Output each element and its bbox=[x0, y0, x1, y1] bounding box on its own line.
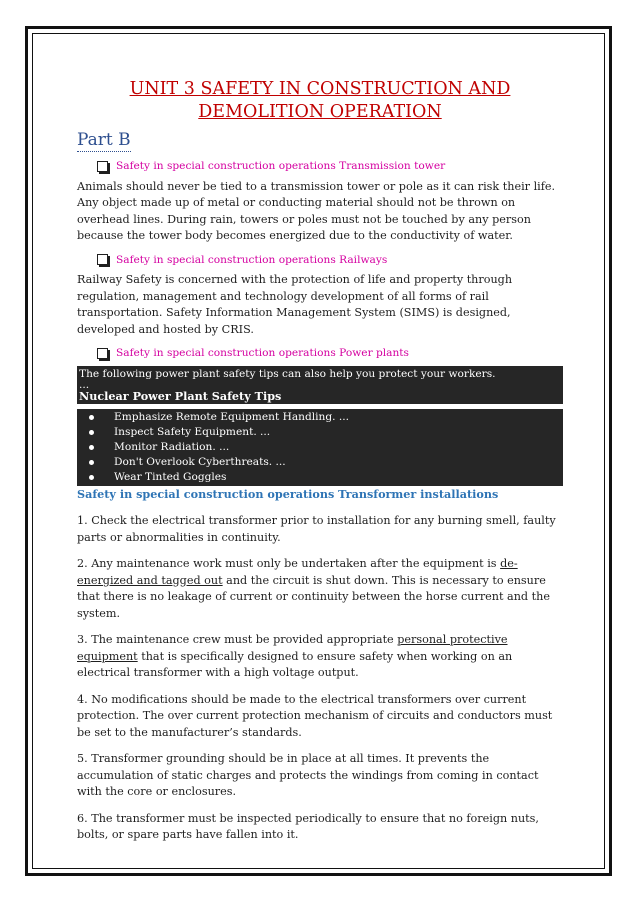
section-heading-text: Safety in special construction operations Power plants bbox=[116, 347, 409, 359]
list-item: Inspect Safety Equipment. ... bbox=[77, 425, 563, 440]
checkbox-bullet-icon bbox=[97, 254, 108, 265]
checkbox-bullet-icon bbox=[97, 161, 108, 172]
transformer-point-1: 1. Check the electrical transformer prior to installation for any burning smell, faulty parts or abnormalities in continuity. bbox=[77, 514, 556, 544]
transformer-point-4: 4. No modifications should be made to the electrical transformers over current protection. The over current protection mechanism of circuits and conductors must be set to the manufacturer’s standards. bbox=[77, 692, 553, 739]
part-heading: Part B bbox=[77, 130, 131, 150]
power-plant-tips-box bbox=[77, 366, 563, 404]
power-tips-list bbox=[77, 409, 563, 486]
de-energized-link[interactable]: de-energized and tagged out bbox=[77, 557, 518, 587]
bullet-dot-icon bbox=[89, 460, 94, 465]
power-tips-heading: Nuclear Power Plant Safety Tips bbox=[79, 388, 282, 403]
power-ellipsis: ... bbox=[79, 378, 90, 391]
document-title: UNIT 3 SAFETY IN CONSTRUCTION AND DEMOLITION OPERATION bbox=[129, 79, 511, 122]
transformer-point-3: 3. The maintenance crew must be provided appropriate personal protective equipment that is specifically designed to ensure safety when working on an electrical transformer with a high voltage output. bbox=[77, 633, 513, 679]
bullet-dot-icon bbox=[89, 475, 94, 480]
power-intro: The following power plant safety tips can also help you protect your workers. bbox=[79, 367, 496, 380]
list-item: Don't Overlook Cyberthreats. ... bbox=[77, 455, 563, 470]
list-item: Wear Tinted Goggles bbox=[77, 470, 563, 485]
bullet-dot-icon bbox=[89, 430, 94, 435]
bullet-dot-icon bbox=[89, 445, 94, 450]
list-item: Emphasize Remote Equipment Handling. ... bbox=[77, 410, 563, 425]
transformer-point-2: 2. Any maintenance work must only be undertaken after the equipment is de-energized and tagged out and the circuit is shut down. This is necessary to ensure that there is no leakage of current or continuity between the horse current and the system. bbox=[77, 557, 550, 620]
checkbox-bullet-icon bbox=[97, 348, 108, 359]
section-body-railways: Railway Safety is concerned with the protection of life and property through regulation, management and technology development of all forms of rail transportation. Safety Information Management System (SIMS) is designed, developed and hosted by CRIS. bbox=[77, 273, 513, 336]
bullet-dot-icon bbox=[89, 415, 94, 420]
transformer-heading: Safety in special construction operations Transformer installations bbox=[77, 486, 499, 501]
section-heading-power-plants bbox=[97, 345, 563, 362]
document-content bbox=[77, 78, 563, 854]
section-heading-text: Safety in special construction operations Railways bbox=[116, 253, 388, 266]
section-heading-railways bbox=[97, 252, 563, 269]
transformer-point-6: 6. The transformer must be inspected periodically to ensure that no foreign nuts, bolts, or spare parts have fallen into it. bbox=[77, 811, 539, 841]
list-item: Monitor Radiation. ... bbox=[77, 440, 563, 455]
section-heading-transmission bbox=[97, 158, 563, 175]
transformer-point-5: 5. Transformer grounding should be in place at all times. It prevents the accumulation of static charges and protects the windings from coming in contact with the core or enclosures. bbox=[77, 752, 539, 798]
section-body-transmission: Animals should never be tied to a transmission tower or pole as it can risk their life. Any object made up of metal or conducting material should not be thrown on overhead lines. During rain, towers or poles must not be touched by any person because the tower body becomes energized due to the conductivity of water. bbox=[77, 179, 556, 242]
ppe-link[interactable]: personal protective equipment bbox=[77, 633, 508, 663]
section-heading-text: Safety in special construction operations Transmission tower bbox=[116, 160, 446, 172]
